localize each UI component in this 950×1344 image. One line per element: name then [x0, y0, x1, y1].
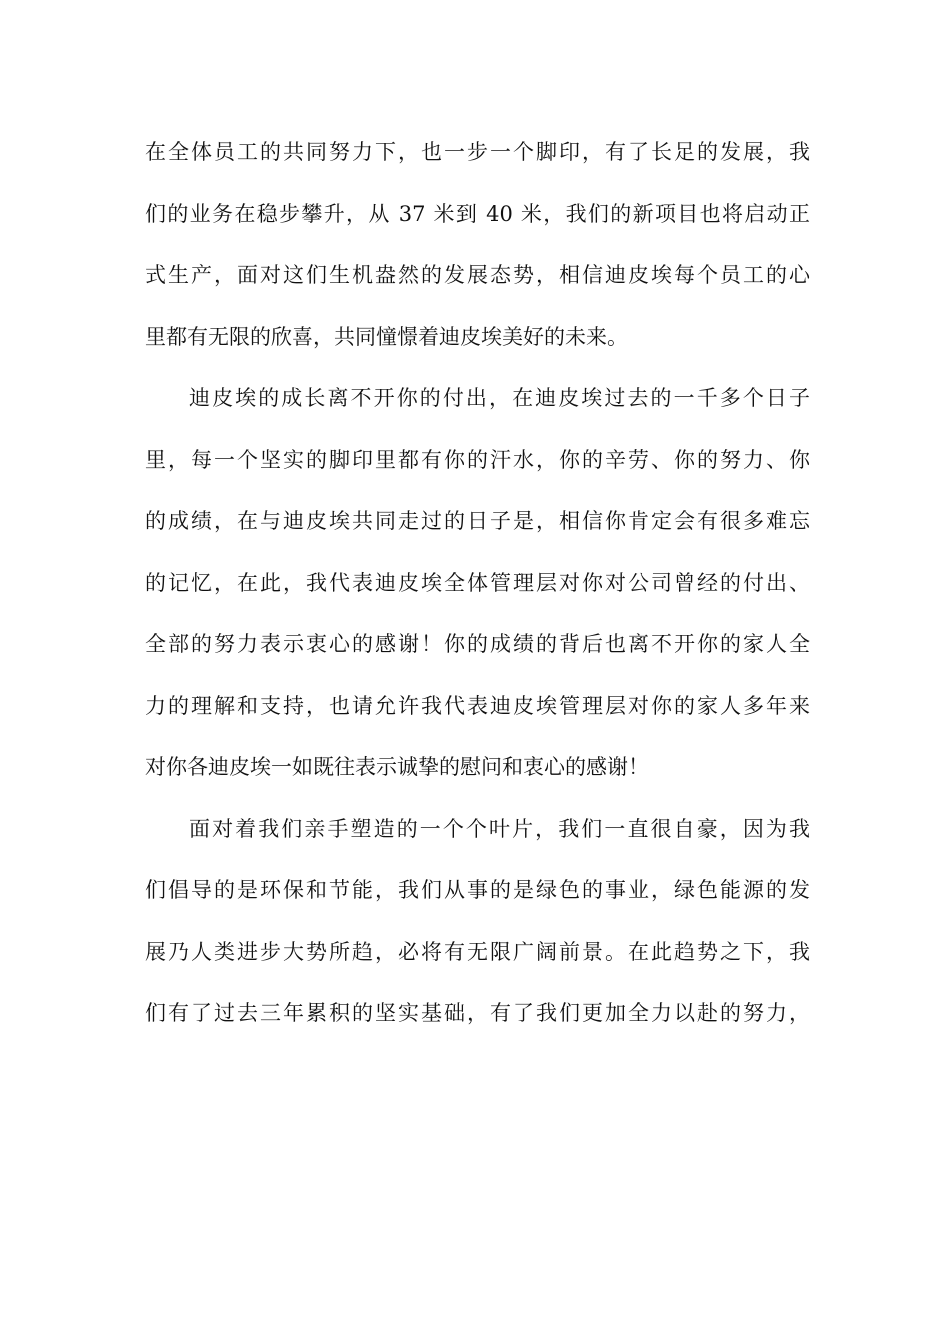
text-line: 里都有无限的欣喜，共同憧憬着迪皮埃美好的未来。	[145, 324, 628, 349]
text-line: 对你各迪皮埃一如既往表示诚挚的慰问和衷心的感谢！	[145, 755, 649, 779]
text-line: 们的业务在稳步攀升，从 37 米到 40 米，我们的新项目也将启动正	[145, 201, 810, 226]
paragraph-3	[145, 803, 810, 1049]
text-line: 在全体员工的共同努力下，也一步一个脚印，有了长足的发展，我	[145, 140, 810, 164]
text-line: 式生产，面对这们生机盎然的发展态势，相信迪皮埃每个员工的心	[145, 263, 810, 287]
text-line: 迪皮埃的成长离不开你的付出，在迪皮埃过去的一千多个日子	[189, 386, 810, 410]
text-line: 们倡导的是环保和节能，我们从事的是绿色的事业，绿色能源的发	[145, 878, 810, 902]
text-line: 的记忆，在此，我代表迪皮埃全体管理层对你对公司曾经的付出、	[145, 570, 810, 595]
text-line: 展乃人类进步大势所趋，必将有无限广阔前景。在此趋势之下，我	[145, 939, 810, 964]
document-body	[145, 126, 810, 1049]
paragraph-1	[145, 126, 810, 372]
text-line: 的成绩，在与迪皮埃共同走过的日子是，相信你肯定会有很多难忘	[145, 509, 810, 533]
text-line: 们有了过去三年累积的坚实基础，有了我们更加全力以赴的努力，	[145, 1001, 810, 1025]
text-line: 力的理解和支持，也请允许我代表迪皮埃管理层对你的家人多年来	[145, 693, 810, 718]
text-line: 全部的努力表示衷心的感谢！你的成绩的背后也离不开你的家人全	[145, 632, 810, 656]
text-line: 面对着我们亲手塑造的一个个叶片，我们一直很自豪，因为我	[189, 816, 810, 841]
text-line: 里，每一个坚实的脚印里都有你的汗水，你的辛劳、你的努力、你	[145, 447, 810, 472]
paragraph-2	[145, 372, 810, 803]
